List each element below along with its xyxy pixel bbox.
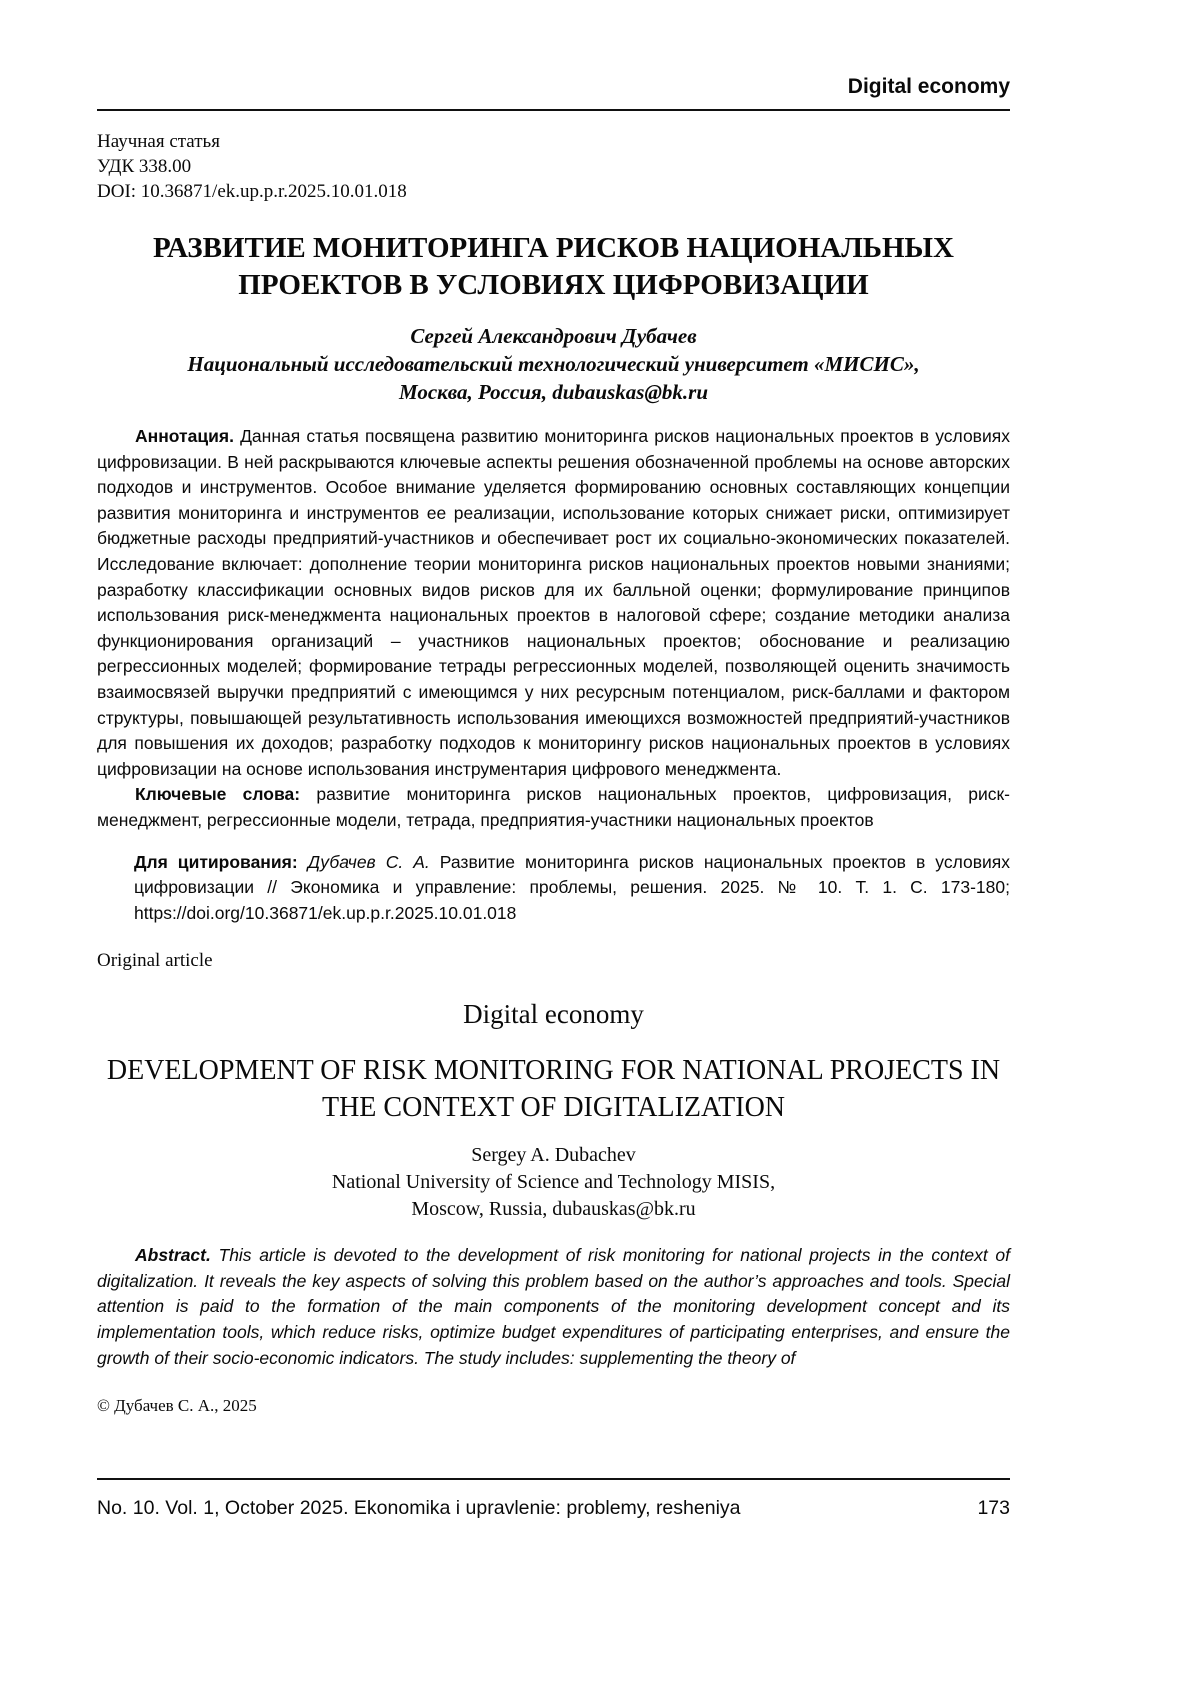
- affiliation-ru: Национальный исследовательский технологический университет «МИСИС»,: [187, 352, 920, 376]
- citation-label: Для цитирования:: [134, 851, 298, 872]
- copyright-note: © Дубачев С. А., 2025: [97, 1396, 257, 1416]
- footer-row: [97, 1496, 1010, 1520]
- citation-block: [134, 850, 1010, 927]
- abstract-label-ru: Аннотация.: [135, 426, 234, 446]
- abstract-text-ru: Данная статья посвящена развитию мониторинга рисков национальных проектов в условиях цифровизации. В ней раскрываются ключевые аспекты решения обозначенной проблемы на основе авторских подходов и инструментов. Особое внимание уделяется формированию основных составляющих концепции развития мониторинга и инструментов ее реализации, использование которых снижает риски, оптимизирует бюджетные расходы предприятий-участников и обеспечивает рост их социально-экономических показателей. Исследование включает: дополнение теории мониторинга рисков национальных проектов новыми знаниями; разработку классификации основных видов рисков для их балльной оценки; формулирование принципов использования риск-менеджмента национальных проектов в налоговой сфере; создание методики анализа функционирования организаций – участников национальных проектов; обоснование и реализацию регрессионных моделей; формирование тетрады регрессионных моделей, позволяющей оценить значимость взаимосвязей выручки предприятий с имеющимся у них ресурсным потенциалом, риск-баллами и фактором структуры, повышающей результативность использования имеющихся возможностей предприятий-участников для повышения их доходов; разработку подходов к мониторингу рисков национальных проектов в условиях цифровизации на основе использования инструментария цифрового менеджмента.: [97, 426, 1010, 779]
- affiliation-en: National University of Science and Technology MISIS,: [331, 1171, 776, 1194]
- location-email-en: Moscow, Russia, dubauskas@bk.ru: [411, 1198, 696, 1221]
- page-footer: [97, 1478, 1010, 1520]
- page-number: 173: [977, 1497, 1010, 1519]
- article-type-en: Original article: [97, 950, 213, 972]
- footer-journal-line: No. 10. Vol. 1, October 2025. Ekonomika i upravlenie: problemy, resheniya: [97, 1497, 741, 1519]
- location-email-ru: Москва, Россия, dubauskas@bk.ru: [398, 380, 709, 404]
- authors-block-ru: [97, 322, 1010, 406]
- author-name-en: Sergey A. Dubachev: [471, 1144, 636, 1167]
- keywords-text-ru: развитие мониторинга рисков национальных проектов, цифровизация, риск-менеджмент, регрессионные модели, тетрада, предприятия-участники национальных проектов: [97, 784, 1010, 830]
- title-ru: РАЗВИТИЕ МОНИТОРИНГА РИСКОВ НАЦИОНАЛЬНЫХ ПРОЕКТОВ В УСЛОВИЯХ ЦИФРОВИЗАЦИИ: [153, 232, 954, 301]
- doi-line: DOI: 10.36871/ek.up.p.r.2025.10.01.018: [97, 181, 407, 202]
- title-en: DEVELOPMENT OF RISK MONITORING FOR NATIONAL PROJECTS IN THE CONTEXT OF DIGITALIZATION: [106, 1055, 1001, 1124]
- abstract-ru: [97, 424, 1010, 782]
- author-name-ru: Сергей Александрович Дубачев: [410, 324, 697, 348]
- article-type-ru: Научная статья: [97, 131, 220, 152]
- udc-code: УДК 338.00: [97, 156, 192, 177]
- header-rule: [97, 109, 1010, 111]
- running-head: Digital economy: [847, 75, 1010, 98]
- abstract-label-en: Abstract.: [135, 1245, 211, 1266]
- keywords-ru: [97, 782, 1010, 833]
- abstract-text-en: This article is devoted to the development of risk monitoring for national projects in the context of digitalization. It reveals the key aspects of solving this problem based on the author’s approaches and tools. Special attention is paid to the formation of the main components of the monitoring development concept and its implementation tools, which reduce risks, optimize budget expenditures of participating enterprises, and ensure the growth of their socio-economic indicators. The study includes: supplementing the theory of: [97, 1245, 1010, 1368]
- citation-author: Дубачев С. А.: [307, 851, 430, 872]
- authors-block-en: [97, 1142, 1010, 1223]
- citation-text: Развитие мониторинга рисков национальных проектов в условиях цифровизации // Экономика и управление: проблемы, решения. 2025. № 10. Т. 1. С. 173-180; https://doi.org/10.36871/ek.up.p.r.2025.10.01.018: [134, 851, 1011, 923]
- section-title-en: Digital economy: [463, 999, 644, 1030]
- footer-rule: [97, 1478, 1010, 1480]
- article-meta: [97, 129, 1010, 204]
- abstract-en: [97, 1243, 1010, 1371]
- keywords-label-ru: Ключевые слова:: [135, 784, 301, 805]
